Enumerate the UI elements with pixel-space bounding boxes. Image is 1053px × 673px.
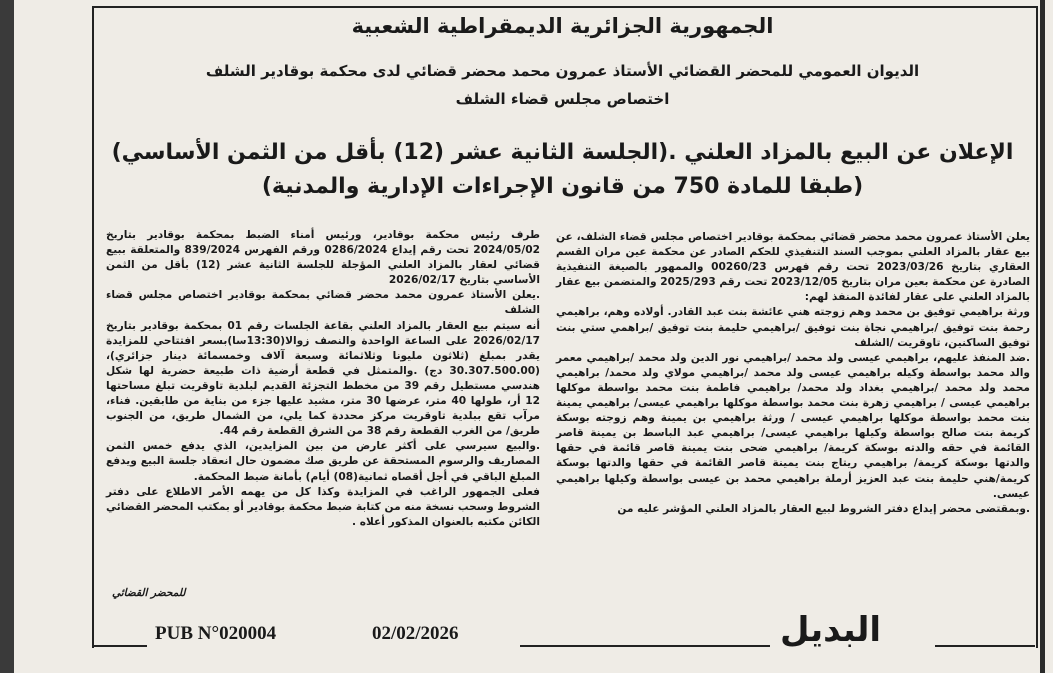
column-rule-right (1040, 0, 1045, 673)
notice-subtitle: (طبقا للمادة 750 من قانون الإجراءات الإدارية والمدنية) (261, 174, 864, 199)
publisher-logo: البديل (780, 610, 882, 650)
republic-heading: الجمهورية الجزائرية الديمقراطية الشعبية (351, 14, 774, 38)
paragraph: يعلن الأستاذ عمرون محمد محضر قضائي بمحكمة بوقادير اختصاص مجلس قضاء الشلف، عن بيع عقار بالمزاد العلني بموجب السند التنفيذي للحكم الصادر عن محكمة عين مران القسم العقاري بتاريخ 2023/03/26 تحت رقم فهرس 00260/23 والممهور بالصيغة التنفيذية الصادرة عن محكمة بعين مران بتاريخ 2023/12/05 تحت رقم 2025/293 والمتضمن بيع عقار بالمزاد العلني على عقار لفائدة المنفذ لهم: (556, 231, 1030, 304)
right-column (556, 230, 1030, 517)
paragraph: أنه سيتم بيع العقار بالمزاد العلني بقاعة الجلسات رقم 01 بمحكمة بوقادير بتاريخ 2026/02/17 على الساعة الواحدة والنصف زوالا(13:30سا)بسعر افتتاحي للمزايدة يقدر بمبلغ (ثلاثون مليونا وثلاثمائة وسبعة آلاف وخمسمائة دينار جزائري)،(30.307.500.00 دج) .والمتمثل في قطعة أرضية ذات طبيعة حضرية لها شكل هندسي مستطيل رقم 39 من مخطط التجزئة القديم لبلدية تاوقريت تبلغ مساحتها 12 أر، طولها 40 متر، عرضها 30 متر، مشيد عليها جزء من بناية من طابقين. فناء، مرآب تقع ببلدية تاوقريت مركز محددة كما يلي، من الشمال طريق، من الجنوب طريق/ من الغرب القطعة رقم 38 من الشرق القطعة رقم 44. (106, 319, 540, 438)
left-column (106, 228, 540, 530)
jurisdiction: اختصاص مجلس قضاء الشلف (455, 90, 670, 108)
paragraph: .ضد المنفذ عليهم، براهيمي عيسى ولد محمد /براهيمي نور الدين ولد محمد /براهيمي معمر والد محمد بواسطة وكيله براهيمي عيسى ولد محمد /براهيمي مولاي ولد محمد/ براهيمي محمد ولد محمد /براهيمي بغداد ولد محمد/ براهيمي فاطمة بنت محمد بواسطة موكلها براهيمي عيسى / براهيمي زهرة بنت محمد بواسطة موكلها براهيمي عيسى/ براهيمي يمينة بنت محمد بواسطة موكلها براهيمي عيسى / ورثة براهيمي بن يمينة وهم زوجته بوسكة كريمة بنت صالح بواسطة وكيلها براهيمي عيسى/ براهيمي عبد الباسط بن يمينة قاصر القائمة في حقه والدته بوسكة كريمة/ براهيمي ضحى بنت يمينة قاصر قائمة في حقها والدتها بوسكة كريمة/ براهيمي ريتاج بنت يمينة قاصر القائمة في حقها والدتها بوسكة كريمة/هني حليمة بنت عبد العزيز أرملة براهيمي محمد بن عيسى بواسطة وكيلها براهيمي عيسى. (556, 351, 1030, 500)
paragraph: .والبيع سيرسي على أكثر عارض من بين المزايدين، الذي يدفع خمس الثمن المصاريف والرسوم المستحقة عن طريق صك مضمون حال انعقاد جلسة البيع ويدفع المبلغ الباقي في أجل أقصاه ثمانية(08) أيام) بأمانة ضبط المحكمة. (106, 440, 540, 483)
paragraph: ورثة براهيمي توفيق بن محمد وهم زوجته هني عائشة بنت عبد القادر. أولاده وهم، براهيمي رحمة بنت توفيق /براهيمي نجاة بنت توفيق /براهيمي حليمة بنت توفيق /براهمي ستي بنت توفيق الساكنين، تاوقريت /الشلف (556, 306, 1030, 349)
paragraph: .يعلن الأستاذ عمرون محمد محضر قضائي بمحكمة بوقادير اختصاص مجلس قضاء الشلف (106, 289, 540, 317)
footer-rule (520, 645, 770, 647)
notice-title: الإعلان عن البيع بالمزاد العلني .(الجلسة الثانية عشر (12) بأقل من الثمن الأساسي) (111, 140, 1014, 165)
paragraph: .وبمقتضى محضر إيداع دفتر الشروط لبيع العقار بالمزاد العلني المؤشر عليه من (617, 502, 1030, 515)
signature: للمحضر القضائي (112, 587, 186, 599)
paragraph: فعلى الجمهور الراغب في المزايدة وكذا كل من يهمه الأمر الاطلاع على دفتر الشروط وسحب نسخة منه من كتابة ضبط محكمة بوقادير أو بمكتب المحضر القضائي الكائن مكتبه بالعنوان المذكور أعلاه . (106, 485, 540, 528)
paragraph: طرف رئيس محكمة بوقادير، ورئيس أمناء الضبط بمحكمة بوقادير بتاريخ 2024/05/02 تحت رقم إيداع 0286/2024 ورقم الفهرس 839/2024 والمتعلقة ببيع قضائي لعقار بالمزاد العلني المؤجلة للجلسة الثانية عشر (12) بأقل من الثمن الأساسي بتاريخ 2026/02/17 (106, 229, 540, 287)
scan-edge-left (0, 0, 14, 673)
publication-date: 02/02/2026 (372, 623, 459, 644)
bailiff-office: الديوان العمومي للمحضر القضائي الأستاذ عمرون محمد محضر قضائي لدى محكمة بوقادير الشلف (205, 62, 920, 80)
pub-number: PUB N°020004 (155, 623, 277, 644)
footer-rule (935, 645, 1035, 647)
footer-rule (92, 645, 147, 647)
